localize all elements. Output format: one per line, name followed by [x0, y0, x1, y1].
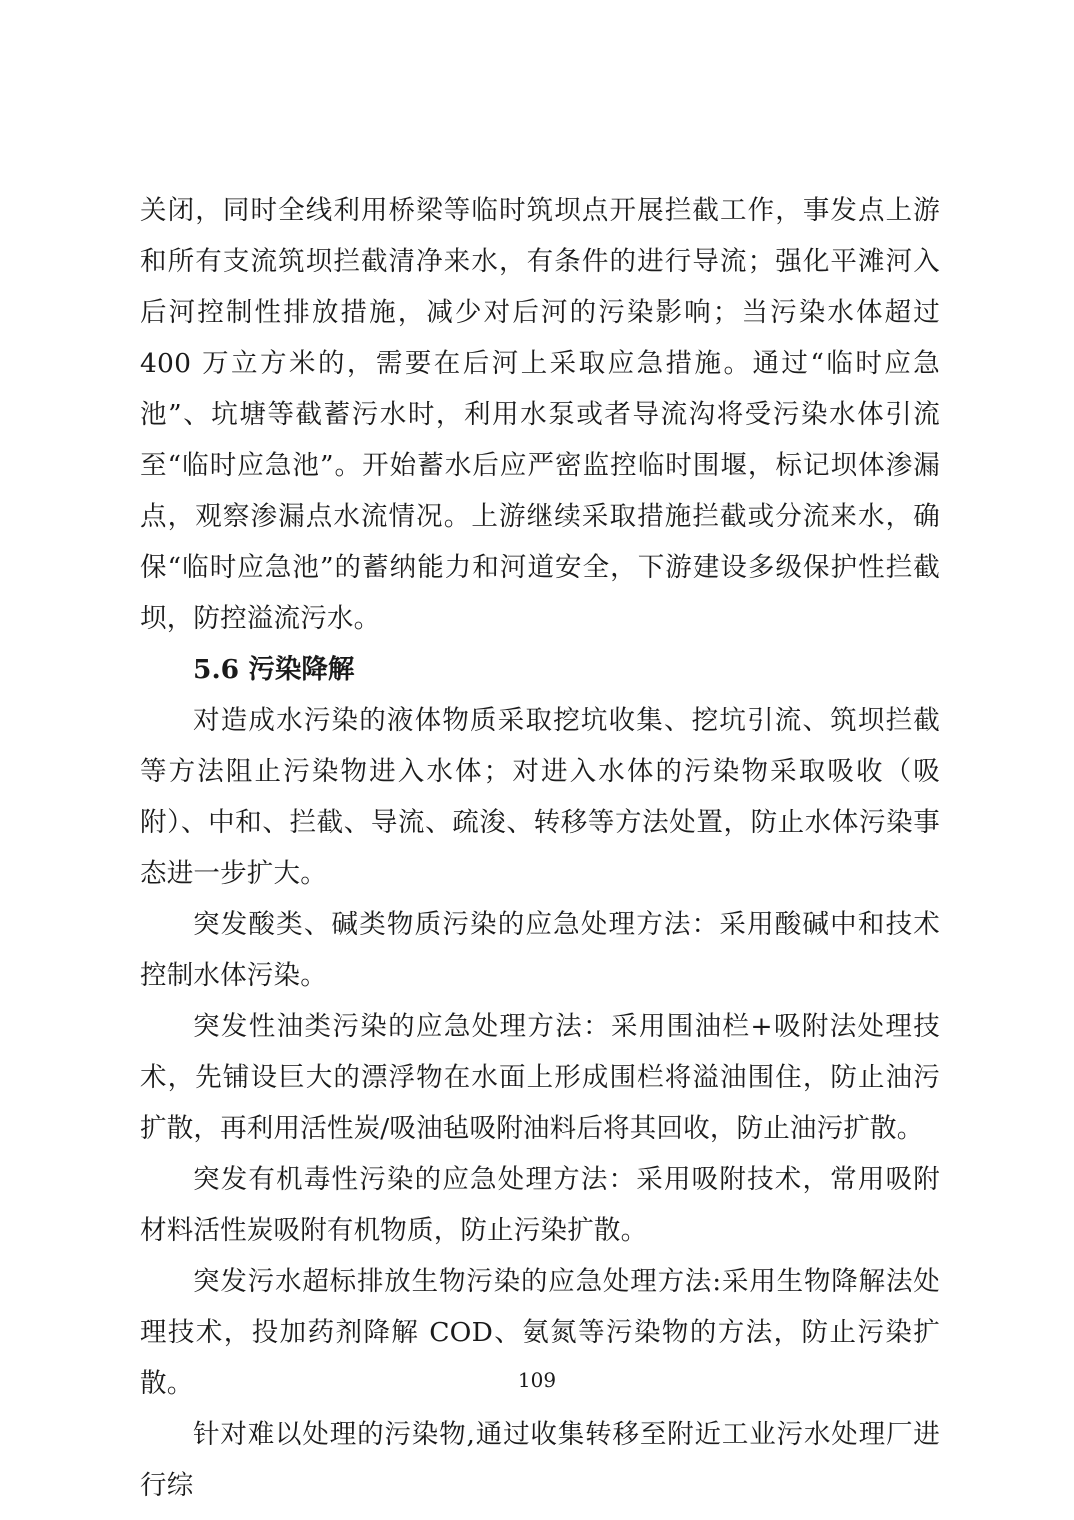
body-paragraph: 对造成水污染的液体物质采取挖坑收集、挖坑引流、筑坝拦截等方法阻止污染物进入水体；对进入水体的污染物采取吸收（吸附）、中和、拦截、导流、疏浚、转移等方法处置，防止水体污染事态进一步扩大。	[140, 705, 940, 889]
page-number: 109	[517, 1368, 557, 1392]
body-paragraph: 突发有机毒性污染的应急处理方法：采用吸附技术，常用吸附材料活性炭吸附有机物质，防止污染扩散。	[140, 1164, 940, 1246]
page-body	[140, 185, 940, 1511]
section-heading-5-6: 5.6 污染降解	[193, 654, 355, 685]
body-paragraph: 突发污水超标排放生物污染的应急处理方法:采用生物降解法处理技术，投加药剂降解 COD、氨氮等污染物的方法，防止污染扩散。	[140, 1266, 940, 1399]
body-paragraph: 关闭，同时全线利用桥梁等临时筑坝点开展拦截工作，事发点上游和所有支流筑坝拦截清净来水，有条件的进行导流；强化平滩河入后河控制性排放措施，减少对后河的污染影响；当污染水体超过 400 万立方米的，需要在后河上采取应急措施。通过“临时应急池”、坑塘等截蓄污水时，利用水泵或者导流沟将受污染水体引流至“临时应急池”。开始蓄水后应严密监控临时围堰，标记坝体渗漏点，观察渗漏点水流情况。上游继续采取措施拦截或分流来水，确保“临时应急池”的蓄纳能力和河道安全，下游建设多级保护性拦截坝，防控溢流污水。	[140, 195, 940, 634]
body-paragraph: 针对难以处理的污染物,通过收集转移至附近工业污水处理厂进行综	[140, 1419, 940, 1501]
body-paragraph: 突发性油类污染的应急处理方法：采用围油栏+吸附法处理技术，先铺设巨大的漂浮物在水面上形成围栏将溢油围住，防止油污扩散，再利用活性炭/吸油毡吸附油料后将其回收，防止油污扩散。	[140, 1011, 940, 1144]
body-paragraph: 突发酸类、碱类物质污染的应急处理方法：采用酸碱中和技术控制水体污染。	[140, 909, 940, 991]
